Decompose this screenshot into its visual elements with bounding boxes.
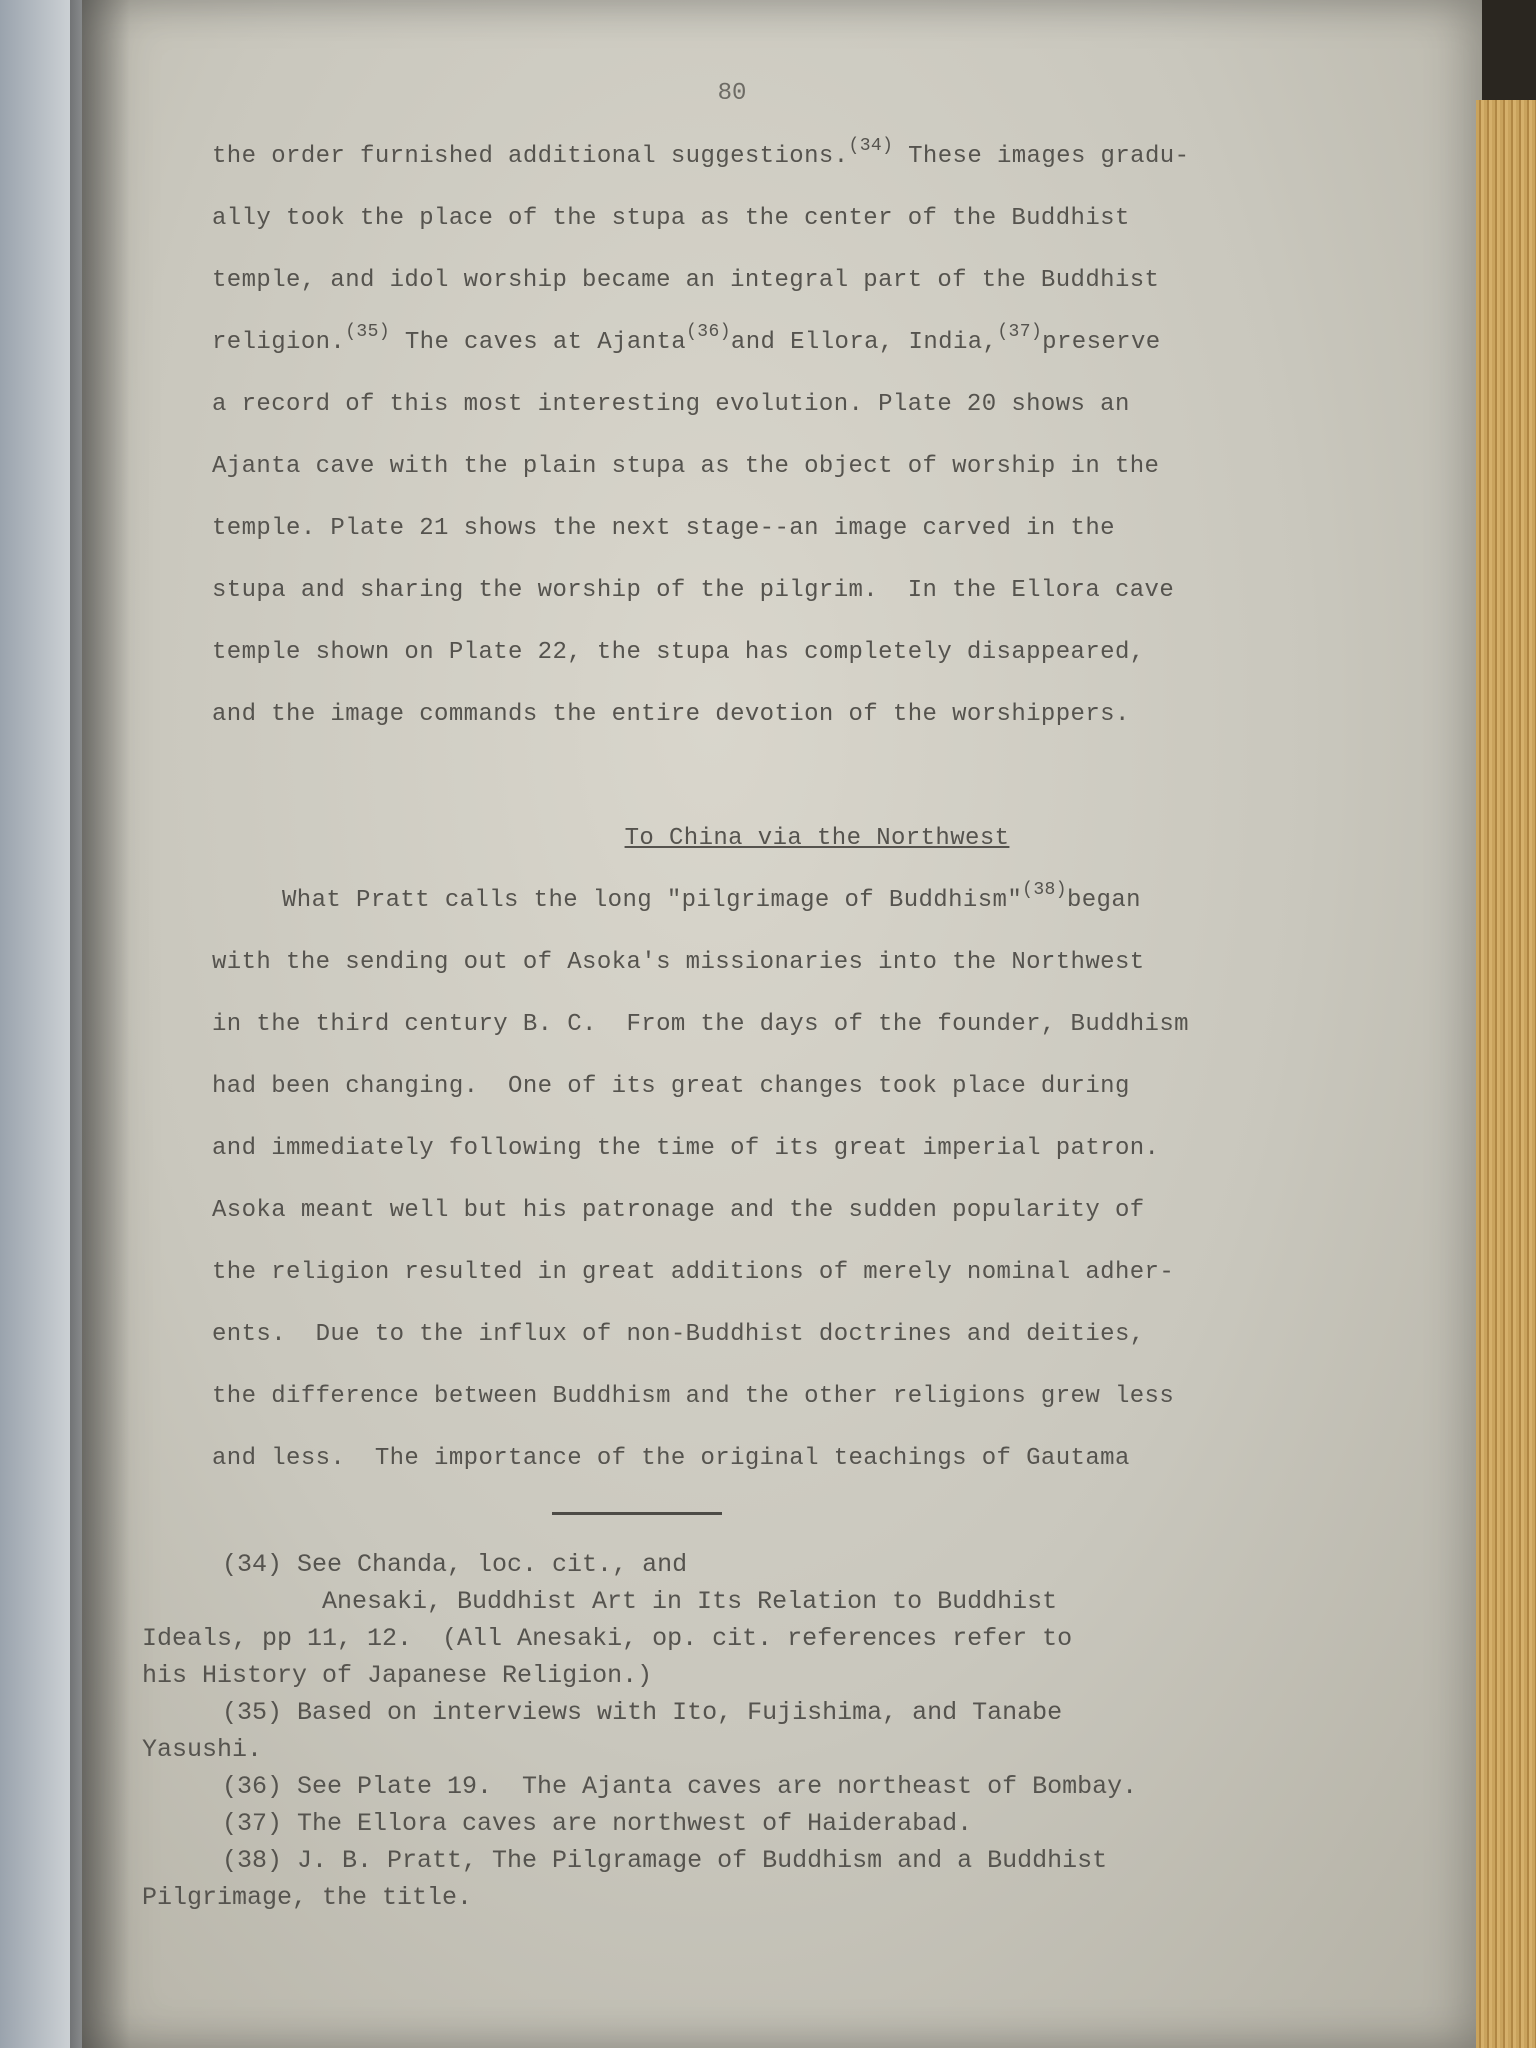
- text-line: Asoka meant well but his patronage and the sudden popularity of: [212, 1197, 1145, 1224]
- footnotes: [142, 1546, 1392, 1916]
- footnote-38-cont: Pilgrimage, the title.: [142, 1883, 473, 1912]
- footnote-35-cont: Yasushi.: [142, 1735, 263, 1764]
- text-line: and less. The importance of the original teachings of Gautama: [212, 1445, 1130, 1472]
- binding-shadow: [70, 0, 130, 2048]
- text-line: Ajanta cave with the plain stupa as the object of worship in the: [212, 453, 1160, 480]
- section-heading: To China via the Northwest: [624, 825, 1010, 852]
- text-line: a record of this most interesting evolution. Plate 20 shows an: [212, 391, 1130, 418]
- footnote-37: (37) The Ellora caves are northwest of Haiderabad.: [222, 1809, 973, 1838]
- text-line: the difference between Buddhism and the other religions grew less: [212, 1383, 1175, 1410]
- page-number: 80: [717, 80, 747, 107]
- text-line: temple. Plate 21 shows the next stage--an image carved in the: [212, 515, 1115, 542]
- footnote-35: (35) Based on interviews with Ito, Fujishima, and Tanabe: [222, 1698, 1063, 1727]
- text-line: the religion resulted in great additions of merely nominal adher-: [212, 1259, 1175, 1286]
- text-line: temple shown on Plate 22, the stupa has completely disappeared,: [212, 639, 1145, 666]
- footnote-34-cont: Ideals, pp 11, 12. (All Anesaki, op. cit. references refer to: [142, 1624, 1073, 1653]
- footnote-separator: [552, 1512, 722, 1515]
- text-line: the order furnished additional suggestions.$^{(34)}$ These images gradu-: [212, 136, 1190, 170]
- text-line: in the third century B. C. From the days of the founder, Buddhism: [212, 1011, 1189, 1038]
- text-line: What Pratt calls the long "pilgrimage of Buddhism"$^{(38)}$began: [282, 880, 1141, 914]
- footnote-36: (36) See Plate 19. The Ajanta caves are northeast of Bombay.: [222, 1772, 1138, 1801]
- text-line: had been changing. One of its great changes took place during: [212, 1073, 1130, 1100]
- book-page: [82, 0, 1482, 2048]
- footnote-38: (38) J. B. Pratt, The Pilgramage of Buddhism and a Buddhist: [222, 1846, 1108, 1875]
- text-line: and immediately following the time of its great imperial patron.: [212, 1135, 1160, 1162]
- footnote-34-cont: Anesaki, Buddhist Art in Its Relation to Buddhist: [322, 1587, 1058, 1616]
- text-line: with the sending out of Asoka's missionaries into the Northwest: [212, 949, 1145, 976]
- text-line: ally took the place of the stupa as the center of the Buddhist: [212, 205, 1130, 232]
- text-line: stupa and sharing the worship of the pilgrim. In the Ellora cave: [212, 577, 1175, 604]
- blank-line: [212, 746, 1302, 808]
- text-line: ents. Due to the influx of non-Buddhist doctrines and deities,: [212, 1321, 1145, 1348]
- page-block-edge: [1476, 100, 1536, 2048]
- footnote-34-cont: his History of Japanese Religion.): [142, 1661, 653, 1690]
- body-text: [212, 126, 1302, 1490]
- text-line: and the image commands the entire devotion of the worshippers.: [212, 701, 1130, 728]
- text-line: temple, and idol worship became an integral part of the Buddhist: [212, 267, 1160, 294]
- text-line: religion.$^{(35)}$ The caves at Ajanta$^{(36)}$and Ellora, India,$^{(37)}$preserve: [212, 322, 1161, 356]
- footnote-34: (34) See Chanda, loc. cit., and: [222, 1550, 688, 1579]
